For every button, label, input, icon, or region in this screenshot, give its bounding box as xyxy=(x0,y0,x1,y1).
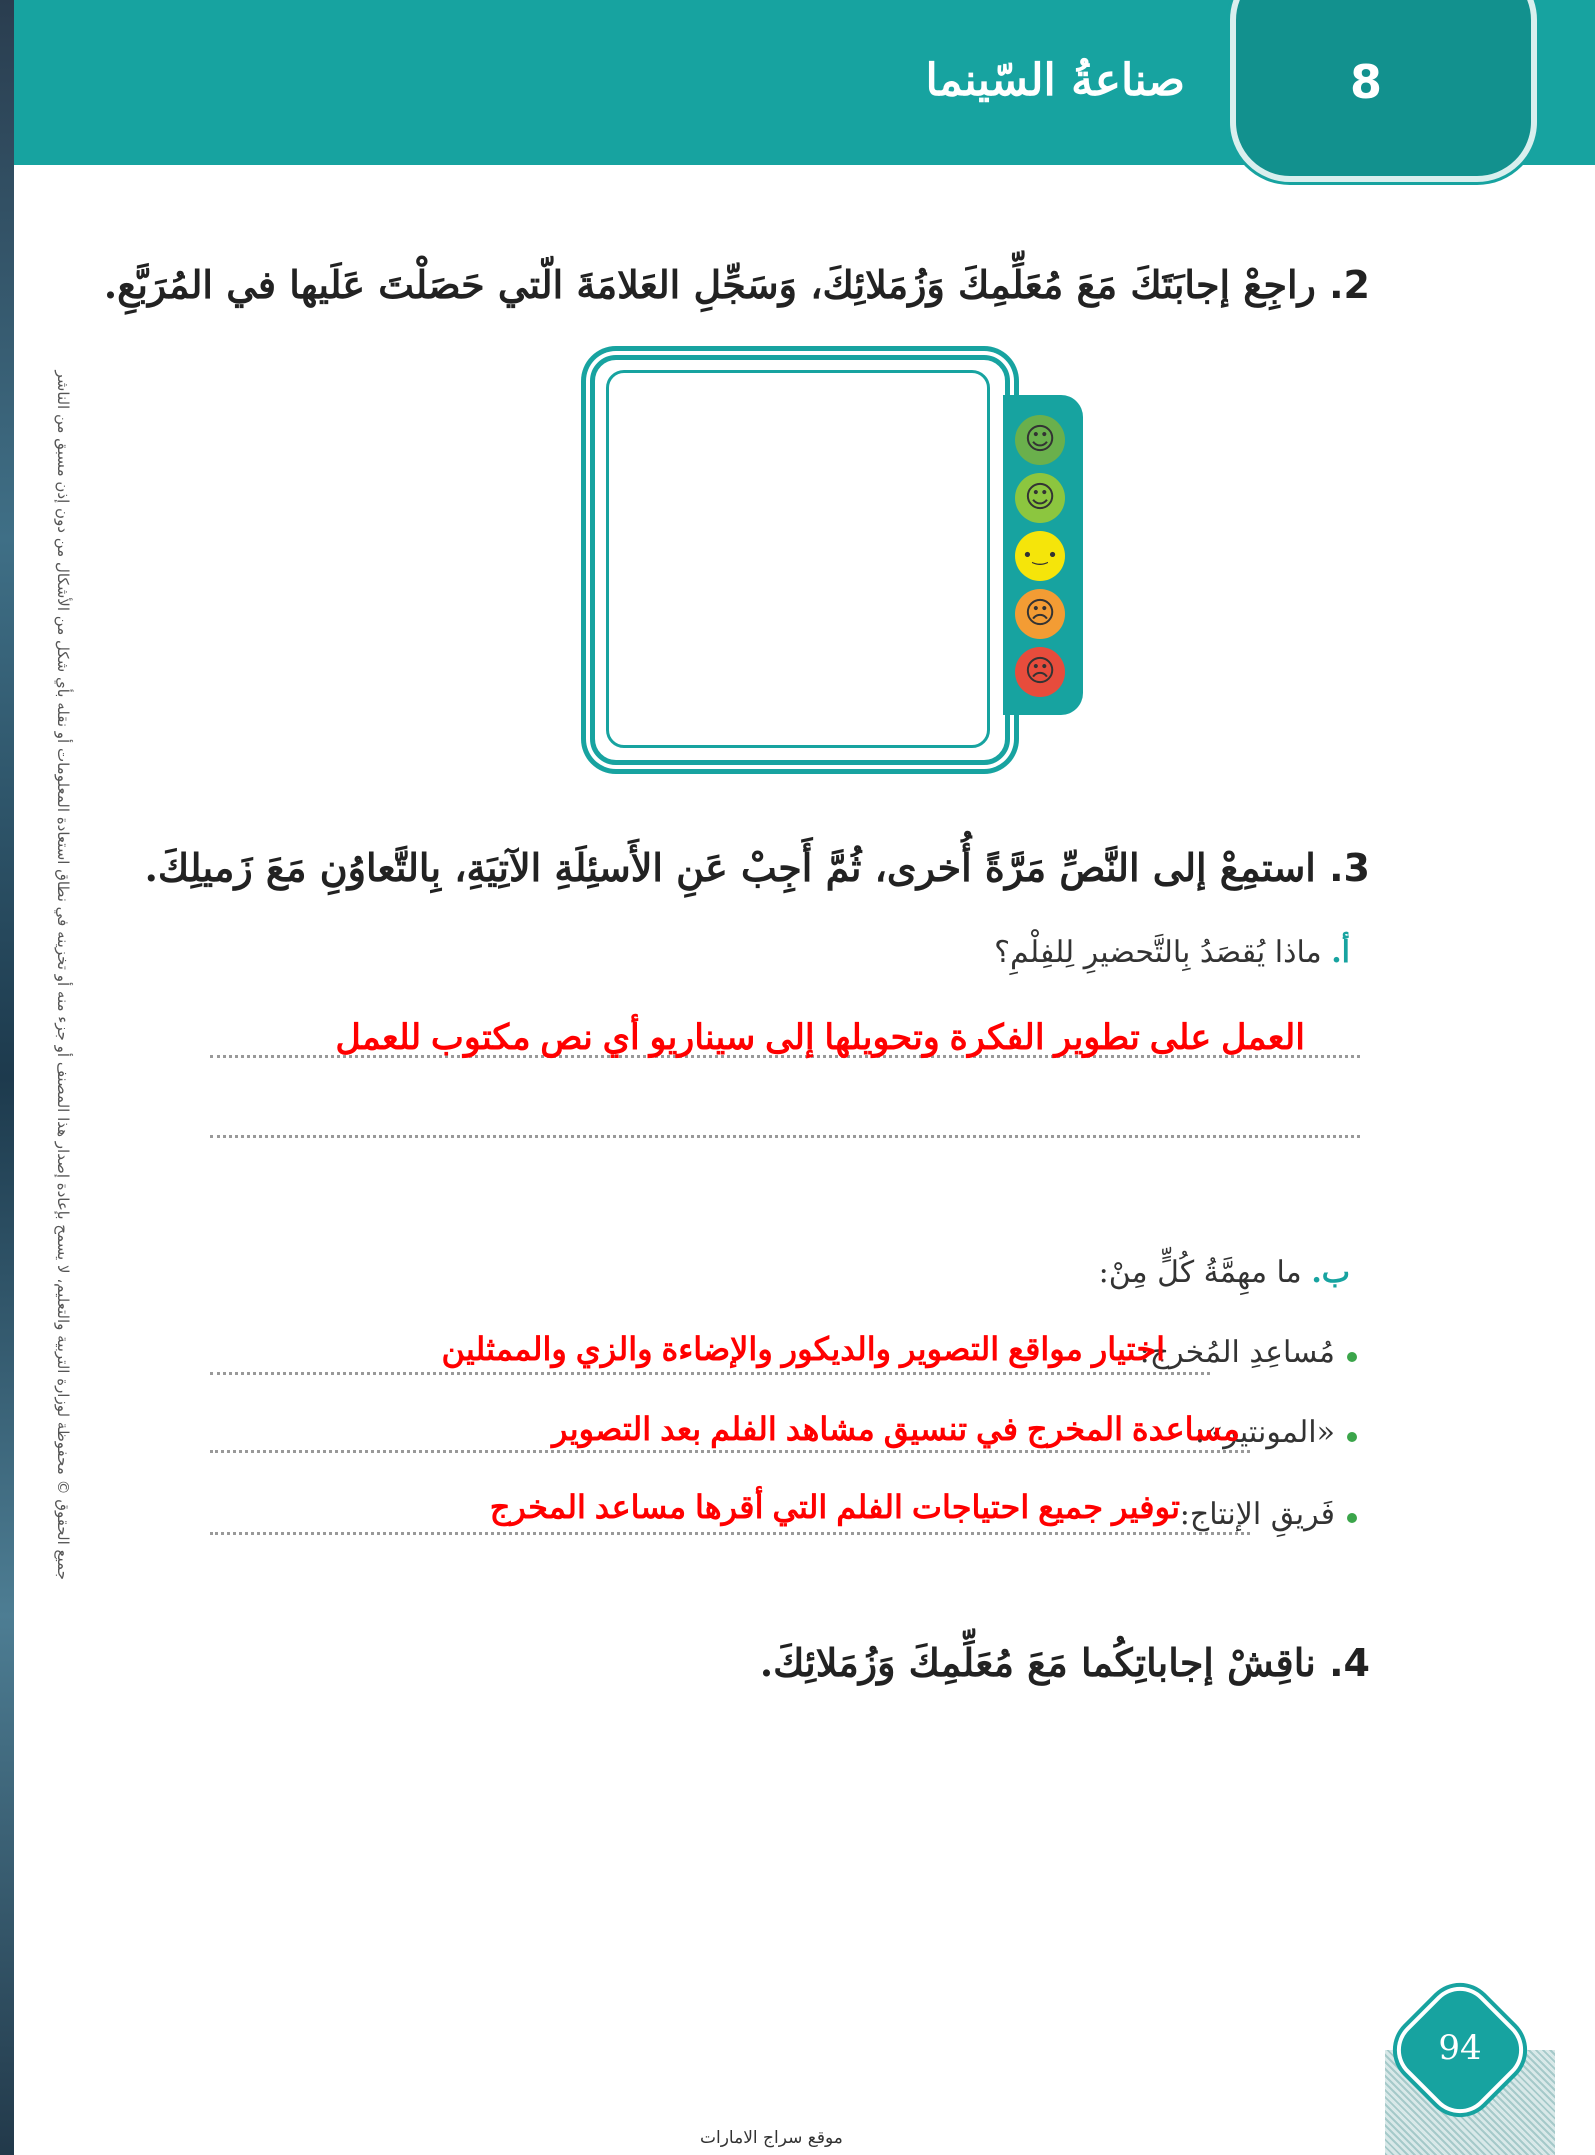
chapter-title: صناعةُ السّينما xyxy=(925,55,1185,106)
sad-face-icon[interactable]: ☹ xyxy=(1015,589,1065,639)
question-3a xyxy=(994,935,1350,970)
question-3b xyxy=(1099,1255,1350,1290)
question-4-number: 4. xyxy=(1329,1641,1370,1685)
question-2 xyxy=(104,262,1370,307)
question-3-text: استمِعْ إلى النَّصِّ مَرَّةً أُخرى، ثُمَّ أَجِبْ عَنِ الأَسئِلَةِ الآتِيَةِ، بِالتَّعاوُنِ مَعَ زَميلِكَ. xyxy=(144,845,1316,890)
role-answer-editor[interactable]: مساعدة المخرج في تنسيق مشاهد الفلم بعد التصوير xyxy=(552,1411,1240,1447)
footer-site-name: موقع سراج الامارات xyxy=(700,2128,843,2148)
question-3-number: 3. xyxy=(1329,846,1370,890)
left-edge-bar xyxy=(0,0,14,2155)
happy-face-icon[interactable]: ☺ xyxy=(1015,473,1065,523)
very-happy-face-icon[interactable]: ☺ xyxy=(1015,415,1065,465)
role-answer-assistant-director[interactable]: اختيار مواقع التصوير والديكور والإضاءة والزي والممثلين xyxy=(441,1331,1165,1367)
unit-number: 8 xyxy=(1350,55,1383,109)
answer-3a[interactable]: العمل على تطوير الفكرة وتحويلها إلى سيناريو أي نص مكتوب للعمل xyxy=(335,1018,1305,1057)
question-2-text: راجِعْ إجابَتَكَ مَعَ مُعَلِّمِكَ وَزُمَلائِكَ، وَسَجِّلِ العَلامَةَ الّتي حَصَلْتَ عَلَيها في المُرَبَّعِ. xyxy=(103,262,1316,307)
page-number: 94 xyxy=(1438,2028,1482,2068)
question-3a-text: ماذا يُقصَدُ بِالتَّحضيرِ لِلفِلْمِ؟ xyxy=(994,935,1322,970)
question-3a-letter: أ. xyxy=(1331,935,1350,970)
role-label-production-team: فَريقِ الإنتاج: xyxy=(1179,1497,1335,1532)
role-line-3 xyxy=(210,1532,1250,1535)
role-line-2 xyxy=(210,1450,1250,1453)
bullet-icon xyxy=(1347,1432,1357,1442)
role-line-1 xyxy=(210,1372,1210,1375)
bullet-icon xyxy=(1347,1352,1357,1362)
question-3b-letter: ب. xyxy=(1311,1255,1350,1290)
role-label-assistant-director: مُساعِدِ المُخرج: xyxy=(1139,1335,1335,1370)
role-answer-production-team[interactable]: توفير جميع احتياجات الفلم التي أقرها مساعد المخرج xyxy=(489,1489,1180,1525)
answer-line-2 xyxy=(210,1135,1360,1138)
question-3 xyxy=(145,845,1370,890)
copyright-side-note: جميع الحقوق © محفوظة لوزارة التربية والتعليم، لا يسمح بإعادة إصدار هذا المصنف أو جزء منه أو تخزينه في نطاق استعادة المعلومات أو نقله بأي شكل من الأشكال من دون إذن مسبق من الناشر xyxy=(54,370,72,1580)
unit-number-tab xyxy=(1230,0,1537,182)
rating-box-inner-border xyxy=(606,370,990,748)
bullet-icon xyxy=(1347,1513,1357,1523)
question-4 xyxy=(760,1640,1370,1685)
question-4-text: ناقِشْ إجاباتِكُما مَعَ مُعَلِّمِكَ وَزُمَلائِكَ. xyxy=(759,1640,1316,1685)
angry-face-icon[interactable]: ☹ xyxy=(1015,647,1065,697)
neutral-face-icon[interactable]: •‿• xyxy=(1015,531,1065,581)
question-2-number: 2. xyxy=(1329,263,1370,307)
question-3b-text: ما مهِمَّةُ كُلٍّ مِنْ: xyxy=(1098,1255,1302,1290)
role-label-editor: «المونتير»: xyxy=(1194,1415,1335,1450)
